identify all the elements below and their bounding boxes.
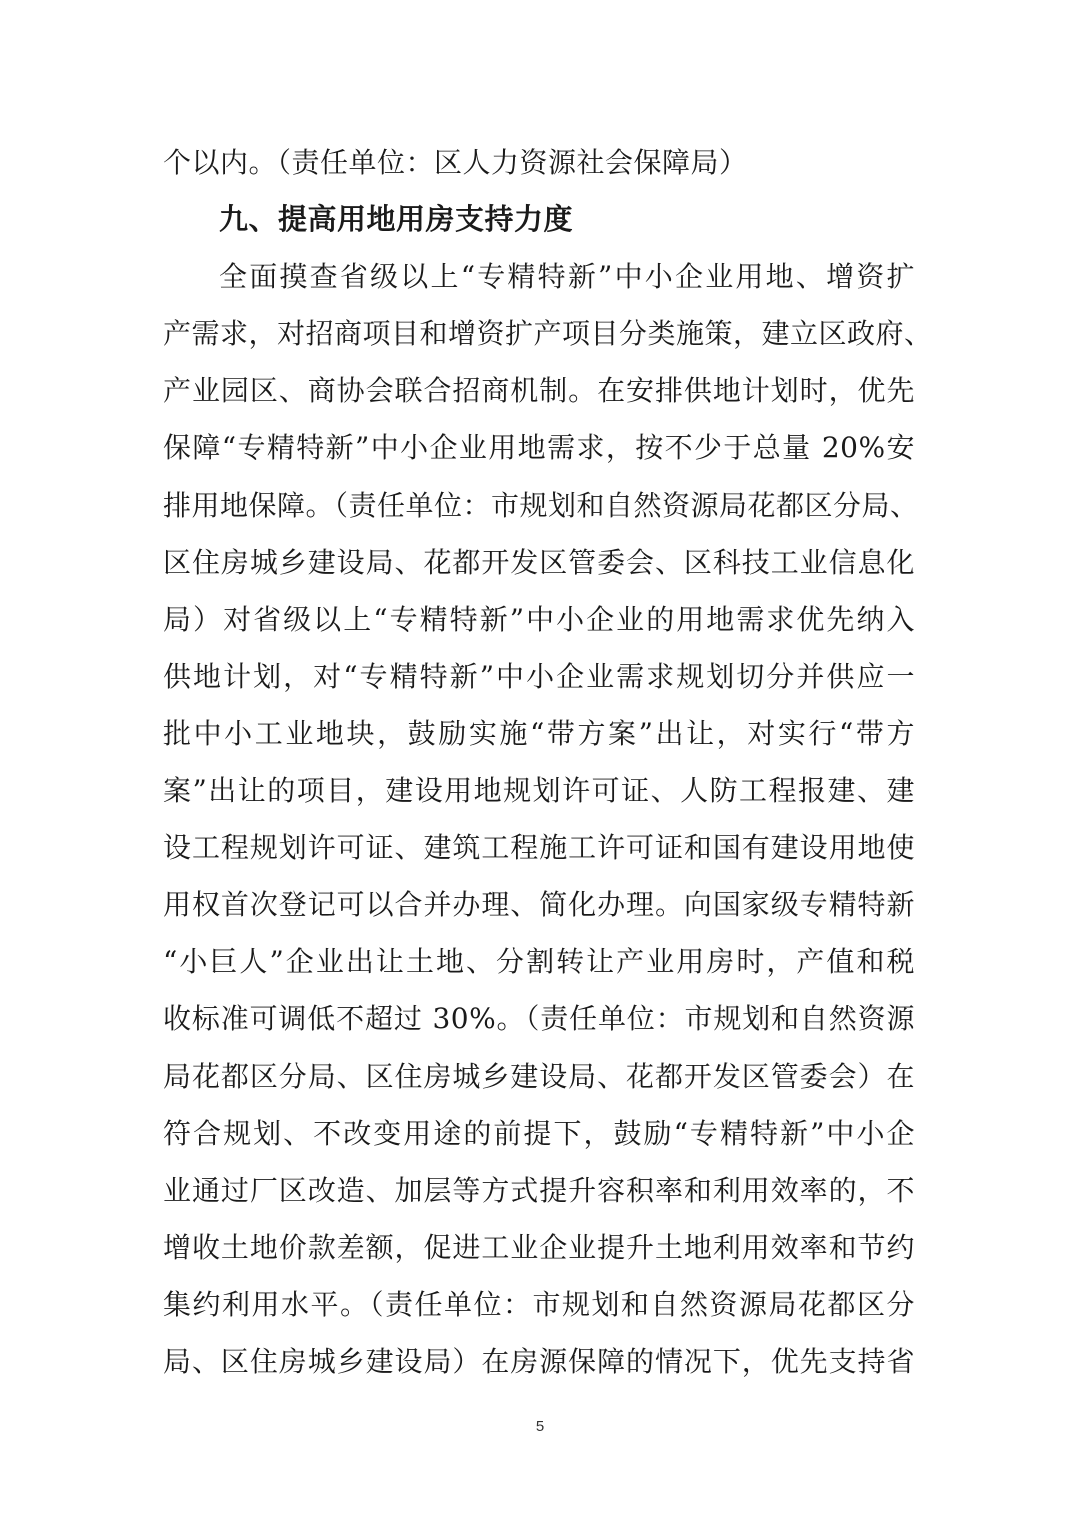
text-line: 设工程规划许可证、建筑工程施工许可证和国有建设用地使 [163, 831, 915, 865]
text-line: 收标准可调低不超过 30%。（责任单位：市规划和自然资源 [163, 1002, 915, 1036]
text-line: 保障“专精特新”中小企业用地需求，按不少于总量 20%安 [163, 431, 915, 465]
text-line: 排用地保障。（责任单位：市规划和自然资源局花都区分局、 [163, 488, 919, 522]
text-line: 供地计划，对“专精特新”中小企业需求规划切分并供应一 [163, 659, 915, 693]
page-number: 5 [535, 1418, 545, 1435]
section-heading: 九、提高用地用房支持力度 [219, 202, 574, 237]
text-line: 业通过厂区改造、加层等方式提升容积率和利用效率的，不 [163, 1173, 915, 1207]
text-line: 批中小工业地块，鼓励实施“带方案”出让，对实行“带方 [163, 716, 915, 750]
text-line: 区住房城乡建设局、花都开发区管委会、区科技工业信息化 [163, 545, 915, 579]
text-line: 用权首次登记可以合并办理、简化办理。向国家级专精特新 [163, 888, 915, 922]
body-text [163, 134, 933, 1390]
text-line: “小巨人”企业出让土地、分割转让产业用房时，产值和税 [163, 945, 915, 979]
text-line: 产业园区、商协会联合招商机制。在安排供地计划时，优先 [163, 374, 915, 408]
text-line: 增收土地价款差额，促进工业企业提升土地利用效率和节约 [163, 1230, 915, 1264]
text-line: 案”出让的项目，建设用地规划许可证、人防工程报建、建 [163, 774, 915, 808]
text-line: 个以内。（责任单位：区人力资源社会保障局） [163, 146, 748, 179]
text-line: 局）对省级以上“专精特新”中小企业的用地需求优先纳入 [163, 602, 915, 636]
text-line: 全面摸查省级以上“专精特新”中小企业用地、增资扩 [219, 260, 915, 294]
text-line: 局、区住房城乡建设局）在房源保障的情况下，优先支持省 [163, 1344, 915, 1378]
text-line: 产需求，对招商项目和增资扩产项目分类施策，建立区政府、 [163, 317, 933, 351]
text-line: 局花都区分局、区住房城乡建设局、花都开发区管委会）在 [163, 1059, 915, 1093]
text-line: 符合规划、不改变用途的前提下，鼓励“专精特新”中小企 [163, 1116, 915, 1150]
text-line: 集约利用水平。（责任单位：市规划和自然资源局花都区分 [163, 1287, 915, 1321]
